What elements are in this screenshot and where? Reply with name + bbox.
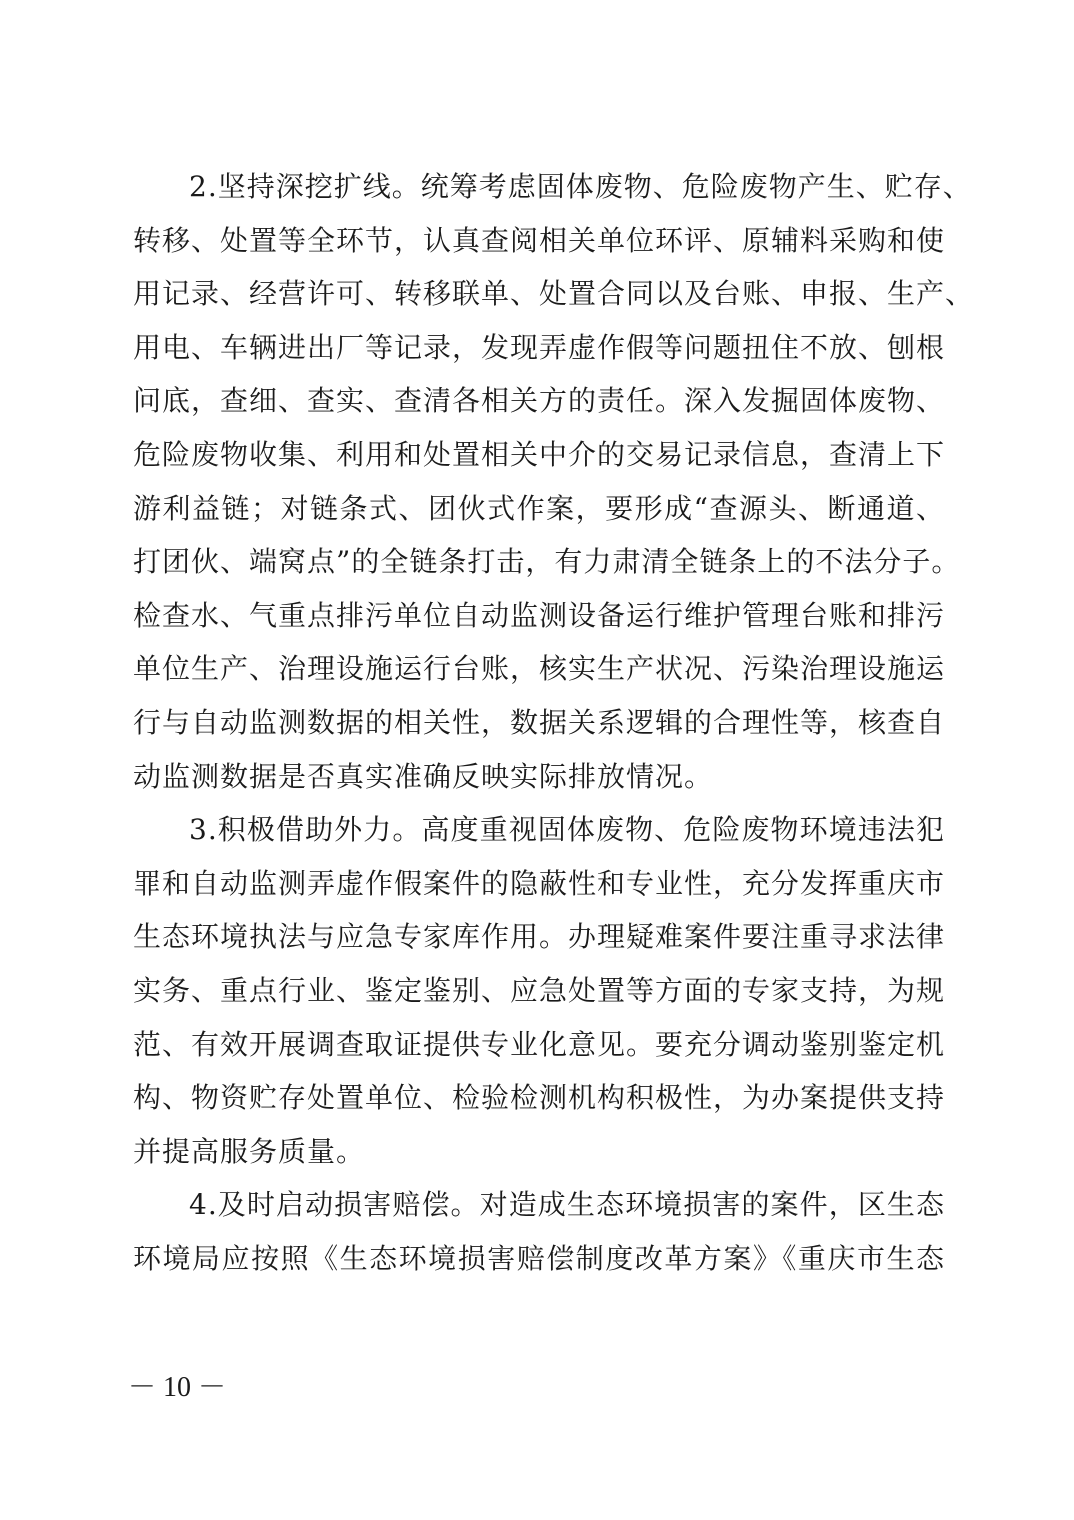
paragraph-line: 用记录、经营许可、转移联单、处置合同以及台账、申报、生产、 <box>133 277 975 311</box>
paragraph-line: 环境局应按照《生态环境损害赔偿制度改革方案》《重庆市生态 <box>133 1241 945 1275</box>
paragraph-line: 危险废物收集、利用和处置相关中介的交易记录信息，查清上下 <box>133 437 946 471</box>
paragraph-line: 2.坚持深挖扩线。统筹考虑固体废物、危险废物产生、贮存、 <box>189 170 972 203</box>
paragraph-line: 转移、处置等全环节，认真查阅相关单位环评、原辅料采购和使 <box>133 223 946 257</box>
paragraph-line: 生态环境执法与应急专家库作用。办理疑难案件要注重寻求法律 <box>133 920 946 954</box>
body-text <box>133 160 975 1285</box>
paragraph-line: 构、物资贮存处置单位、检验检测机构积极性，为办案提供支持 <box>133 1081 946 1115</box>
paragraph-line: 动监测数据是否真实准确反映实际排放情况。 <box>133 759 714 793</box>
paragraph-line: 单位生产、治理设施运行台账，核实生产状况、污染治理设施运 <box>133 652 946 686</box>
paragraph-line: 打团伙、端窝点”的全链条打击，有力肃清全链条上的不法分子。 <box>133 545 961 579</box>
paragraph-line: 范、有效开展调查取证提供专业化意见。要充分调动鉴别鉴定机 <box>133 1027 946 1061</box>
paragraph-line: 罪和自动监测弄虚作假案件的隐蔽性和专业性，充分发挥重庆市 <box>133 866 946 900</box>
paragraph-line: 问底，查细、查实、查清各相关方的责任。深入发掘固体废物、 <box>133 384 946 418</box>
paragraph-line: 行与自动监测数据的相关性，数据关系逻辑的合理性等，核查自 <box>133 705 946 739</box>
paragraph-line: 用电、车辆进出厂等记录，发现弄虚作假等问题扭住不放、刨根 <box>133 330 946 364</box>
paragraph-line: 检查水、气重点排污单位自动监测设备运行维护管理台账和排污 <box>133 598 946 632</box>
paragraph-line: 3.积极借助外力。高度重视固体废物、危险废物环境违法犯 <box>189 813 945 847</box>
page-number: － 10 － <box>128 1372 227 1403</box>
paragraph-line: 游利益链；对链条式、团伙式作案，要形成“查源头、断通道、 <box>133 491 945 525</box>
paragraph-line: 并提高服务质量。 <box>133 1134 366 1168</box>
paragraph-line: 4.及时启动损害赔偿。对造成生态环境损害的案件，区生态 <box>189 1188 945 1222</box>
paragraph-line: 实务、重点行业、鉴定鉴别、应急处置等方面的专家支持，为规 <box>133 973 946 1007</box>
